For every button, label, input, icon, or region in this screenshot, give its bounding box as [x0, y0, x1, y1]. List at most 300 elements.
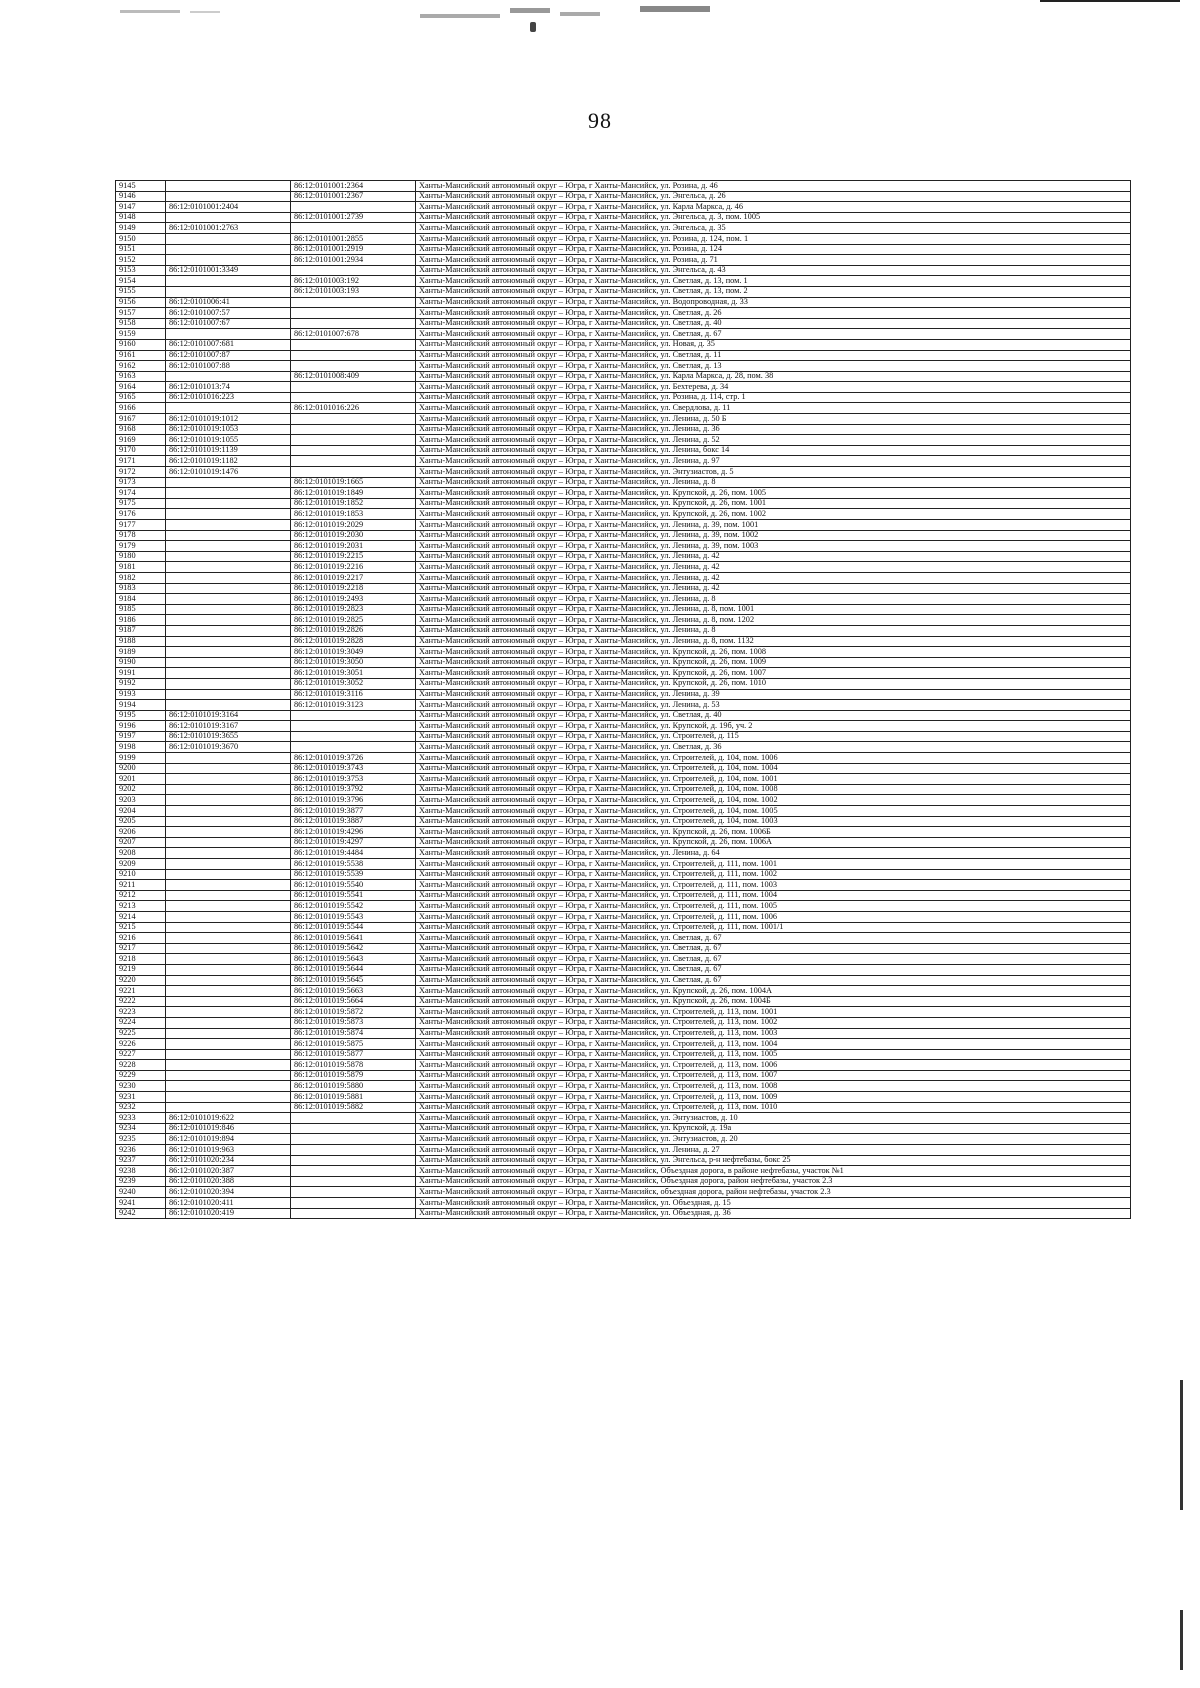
- cadastral-number-land-cell: 86:12:0101020:411: [166, 1198, 291, 1209]
- cadastral-number-land-cell: 86:12:0101007:681: [166, 339, 291, 350]
- address-cell: Ханты-Мансийский автономный округ – Югра, г Ханты-Мансийск, ул. Крупской, д. 26, пом. 1010: [416, 678, 1131, 689]
- cadastral-number-land-cell: 86:12:0101019:1053: [166, 424, 291, 435]
- cadastral-number-land-cell: [166, 255, 291, 266]
- cadastral-number-building-cell: 86:12:0101019:4484: [291, 848, 416, 859]
- row-number-cell: 9207: [116, 837, 166, 848]
- table-row: [116, 1028, 1131, 1039]
- table-row: [116, 806, 1131, 817]
- address-cell: Ханты-Мансийский автономный округ – Югра, г Ханты-Мансийск, ул. Ленина, д. 97: [416, 456, 1131, 467]
- cadastral-number-land-cell: [166, 806, 291, 817]
- cadastral-number-building-cell: [291, 424, 416, 435]
- address-cell: Ханты-Мансийский автономный округ – Югра, г Ханты-Мансийск, ул. Строителей, д. 104, пом. 1001: [416, 774, 1131, 785]
- cadastral-number-building-cell: 86:12:0101001:2919: [291, 244, 416, 255]
- table-row: [116, 329, 1131, 340]
- row-number-cell: 9237: [116, 1155, 166, 1166]
- cadastral-number-land-cell: 86:12:0101020:394: [166, 1187, 291, 1198]
- cadastral-number-building-cell: 86:12:0101019:2825: [291, 615, 416, 626]
- table-row: [116, 1176, 1131, 1187]
- cadastral-number-building-cell: 86:12:0101019:5538: [291, 859, 416, 870]
- row-number-cell: 9185: [116, 604, 166, 615]
- table-row: [116, 869, 1131, 880]
- row-number-cell: 9171: [116, 456, 166, 467]
- address-cell: Ханты-Мансийский автономный округ – Югра, г Ханты-Мансийск, ул. Строителей, д. 104, пом. 1008: [416, 784, 1131, 795]
- address-cell: Ханты-Мансийский автономный округ – Югра, г Ханты-Мансийск, ул. Розина, д. 114, стр. 1: [416, 392, 1131, 403]
- address-cell: Ханты-Мансийский автономный округ – Югра, г Ханты-Мансийск, ул. Светлая, д. 13, пом. 2: [416, 286, 1131, 297]
- table-row: [116, 837, 1131, 848]
- cadastral-number-building-cell: 86:12:0101019:1849: [291, 488, 416, 499]
- table-row: [116, 975, 1131, 986]
- row-number-cell: 9242: [116, 1208, 166, 1219]
- address-cell: Ханты-Мансийский автономный округ – Югра, г Ханты-Мансийск, объездная дорога, район нефтебазы, участок 2.3: [416, 1187, 1131, 1198]
- cadastral-number-building-cell: [291, 1208, 416, 1219]
- cadastral-number-land-cell: [166, 859, 291, 870]
- row-number-cell: 9229: [116, 1070, 166, 1081]
- cadastral-number-land-cell: 86:12:0101001:2404: [166, 202, 291, 213]
- address-cell: Ханты-Мансийский автономный округ – Югра, г Ханты-Мансийск, ул. Крупской, д. 26, пом. 1007: [416, 668, 1131, 679]
- row-number-cell: 9192: [116, 678, 166, 689]
- table-row: [116, 339, 1131, 350]
- row-number-cell: 9225: [116, 1028, 166, 1039]
- address-cell: Ханты-Мансийский автономный округ – Югра, г Ханты-Мансийск, ул. Светлая, д. 67: [416, 964, 1131, 975]
- cadastral-number-building-cell: 86:12:0101019:2218: [291, 583, 416, 594]
- table-row: [116, 964, 1131, 975]
- address-cell: Ханты-Мансийский автономный округ – Югра, г Ханты-Мансийск, ул. Карла Маркса, д. 46: [416, 202, 1131, 213]
- cadastral-number-building-cell: [291, 1123, 416, 1134]
- row-number-cell: 9170: [116, 445, 166, 456]
- row-number-cell: 9231: [116, 1092, 166, 1103]
- address-cell: Ханты-Мансийский автономный округ – Югра, г Ханты-Мансийск, ул. Крупской, д. 19б, уч. 2: [416, 721, 1131, 732]
- cadastral-number-building-cell: 86:12:0101019:3887: [291, 816, 416, 827]
- table-row: [116, 1145, 1131, 1156]
- cadastral-number-building-cell: 86:12:0101019:5645: [291, 975, 416, 986]
- address-cell: Ханты-Мансийский автономный округ – Югра, г Ханты-Мансийск, ул. Ленина, д. 8, пом. 1202: [416, 615, 1131, 626]
- table-row: [116, 255, 1131, 266]
- cadastral-number-building-cell: [291, 445, 416, 456]
- table-row: [116, 795, 1131, 806]
- cadastral-number-land-cell: [166, 816, 291, 827]
- cadastral-number-land-cell: [166, 572, 291, 583]
- cadastral-number-land-cell: [166, 551, 291, 562]
- row-number-cell: 9176: [116, 509, 166, 520]
- cadastral-number-building-cell: 86:12:0101001:2367: [291, 191, 416, 202]
- row-number-cell: 9210: [116, 869, 166, 880]
- address-cell: Ханты-Мансийский автономный округ – Югра, г Ханты-Мансийск, ул. Ленина, д. 27: [416, 1145, 1131, 1156]
- cadastral-number-building-cell: 86:12:0101019:5878: [291, 1060, 416, 1071]
- address-cell: Ханты-Мансийский автономный округ – Югра, г Ханты-Мансийск, ул. Энтузиастов, д. 20: [416, 1134, 1131, 1145]
- cadastral-number-building-cell: [291, 1166, 416, 1177]
- cadastral-number-land-cell: [166, 276, 291, 287]
- cadastral-number-building-cell: 86:12:0101019:5880: [291, 1081, 416, 1092]
- row-number-cell: 9184: [116, 594, 166, 605]
- row-number-cell: 9177: [116, 520, 166, 531]
- table-row: [116, 668, 1131, 679]
- cadastral-number-land-cell: [166, 975, 291, 986]
- address-cell: Ханты-Мансийский автономный округ – Югра, г Ханты-Мансийск, ул. Ленина, д. 64: [416, 848, 1131, 859]
- row-number-cell: 9158: [116, 318, 166, 329]
- row-number-cell: 9233: [116, 1113, 166, 1124]
- row-number-cell: 9232: [116, 1102, 166, 1113]
- cadastral-number-building-cell: [291, 467, 416, 478]
- row-number-cell: 9226: [116, 1039, 166, 1050]
- row-number-cell: 9178: [116, 530, 166, 541]
- cadastral-number-building-cell: 86:12:0101019:5541: [291, 890, 416, 901]
- table-row: [116, 297, 1131, 308]
- table-row: [116, 212, 1131, 223]
- table-row: [116, 710, 1131, 721]
- cadastral-number-building-cell: 86:12:0101019:5543: [291, 911, 416, 922]
- cadastral-number-land-cell: 86:12:0101019:846: [166, 1123, 291, 1134]
- cadastral-number-building-cell: 86:12:0101001:2934: [291, 255, 416, 266]
- cadastral-number-building-cell: 86:12:0101007:678: [291, 329, 416, 340]
- cadastral-number-building-cell: [291, 382, 416, 393]
- cadastral-number-land-cell: [166, 869, 291, 880]
- row-number-cell: 9173: [116, 477, 166, 488]
- address-cell: Ханты-Мансийский автономный округ – Югра, г Ханты-Мансийск, ул. Строителей, д. 111, пом. 1006: [416, 911, 1131, 922]
- table-row: [116, 541, 1131, 552]
- table-row: [116, 1081, 1131, 1092]
- cadastral-number-land-cell: 86:12:0101019:3655: [166, 731, 291, 742]
- cadastral-number-land-cell: [166, 1060, 291, 1071]
- row-number-cell: 9197: [116, 731, 166, 742]
- cadastral-number-land-cell: [166, 943, 291, 954]
- cadastral-number-building-cell: 86:12:0101019:5882: [291, 1102, 416, 1113]
- cadastral-number-land-cell: [166, 1092, 291, 1103]
- address-cell: Ханты-Мансийский автономный округ – Югра, г Ханты-Мансийск, ул. Светлая, д. 67: [416, 933, 1131, 944]
- cadastral-number-land-cell: 86:12:0101007:67: [166, 318, 291, 329]
- address-cell: Ханты-Мансийский автономный округ – Югра, г Ханты-Мансийск, ул. Строителей, д. 111, пом. 1003: [416, 880, 1131, 891]
- cadastral-number-building-cell: 86:12:0101019:5873: [291, 1017, 416, 1028]
- table-body: [116, 181, 1131, 1219]
- cadastral-number-land-cell: [166, 583, 291, 594]
- address-cell: Ханты-Мансийский автономный округ – Югра, г Ханты-Мансийск, ул. Строителей, д. 113, пом. 1005: [416, 1049, 1131, 1060]
- cadastral-number-land-cell: [166, 488, 291, 499]
- cadastral-number-building-cell: 86:12:0101001:2739: [291, 212, 416, 223]
- cadastral-number-land-cell: 86:12:0101019:622: [166, 1113, 291, 1124]
- row-number-cell: 9191: [116, 668, 166, 679]
- cadastral-number-land-cell: [166, 636, 291, 647]
- cadastral-number-land-cell: [166, 604, 291, 615]
- cadastral-number-land-cell: 86:12:0101019:1476: [166, 467, 291, 478]
- table-row: [116, 763, 1131, 774]
- cadastral-number-land-cell: 86:12:0101020:419: [166, 1208, 291, 1219]
- address-cell: Ханты-Мансийский автономный округ – Югра, г Ханты-Мансийск, ул. Светлая, д. 13, пом. 1: [416, 276, 1131, 287]
- cadastral-number-land-cell: [166, 678, 291, 689]
- table-row: [116, 318, 1131, 329]
- table-row: [116, 551, 1131, 562]
- cadastral-number-building-cell: 86:12:0101019:5644: [291, 964, 416, 975]
- address-cell: Ханты-Мансийский автономный округ – Югра, г Ханты-Мансийск, ул. Водопроводная, д. 33: [416, 297, 1131, 308]
- cadastral-number-building-cell: [291, 392, 416, 403]
- table-row: [116, 265, 1131, 276]
- address-cell: Ханты-Мансийский автономный округ – Югра, г Ханты-Мансийск, ул. Крупской, д. 26, пом. 1001: [416, 498, 1131, 509]
- table-row: [116, 435, 1131, 446]
- row-number-cell: 9155: [116, 286, 166, 297]
- cadastral-number-land-cell: 86:12:0101019:1139: [166, 445, 291, 456]
- address-cell: Ханты-Мансийский автономный округ – Югра, г Ханты-Мансийск, ул. Розина, д. 124: [416, 244, 1131, 255]
- cadastral-number-building-cell: 86:12:0101001:2855: [291, 233, 416, 244]
- cadastral-number-building-cell: 86:12:0101019:4297: [291, 837, 416, 848]
- cadastral-number-building-cell: 86:12:0101019:2826: [291, 625, 416, 636]
- table-row: [116, 816, 1131, 827]
- cadastral-number-building-cell: 86:12:0101019:5875: [291, 1039, 416, 1050]
- cadastral-number-land-cell: [166, 625, 291, 636]
- table-row: [116, 731, 1131, 742]
- row-number-cell: 9202: [116, 784, 166, 795]
- cadastral-number-building-cell: 86:12:0101019:5877: [291, 1049, 416, 1060]
- cadastral-number-building-cell: 86:12:0101019:2030: [291, 530, 416, 541]
- cadastral-number-land-cell: [166, 901, 291, 912]
- row-number-cell: 9186: [116, 615, 166, 626]
- cadastral-number-building-cell: 86:12:0101019:5881: [291, 1092, 416, 1103]
- row-number-cell: 9157: [116, 308, 166, 319]
- table-row: [116, 361, 1131, 372]
- table-row: [116, 286, 1131, 297]
- cadastral-number-land-cell: [166, 181, 291, 192]
- table-row: [116, 1102, 1131, 1113]
- address-cell: Ханты-Мансийский автономный округ – Югра, г Ханты-Мансийск, ул. Ленина, д. 42: [416, 583, 1131, 594]
- row-number-cell: 9240: [116, 1187, 166, 1198]
- table-row: [116, 530, 1131, 541]
- table-row: [116, 350, 1131, 361]
- cadastral-number-building-cell: [291, 456, 416, 467]
- address-cell: Ханты-Мансийский автономный округ – Югра, г Ханты-Мансийск, ул. Ленина, д. 39, пом. 1001: [416, 520, 1131, 531]
- row-number-cell: 9206: [116, 827, 166, 838]
- cadastral-number-land-cell: [166, 1017, 291, 1028]
- row-number-cell: 9193: [116, 689, 166, 700]
- address-cell: Ханты-Мансийский автономный округ – Югра, г Ханты-Мансийск, ул. Светлая, д. 26: [416, 308, 1131, 319]
- table-row: [116, 233, 1131, 244]
- cadastral-number-building-cell: [291, 731, 416, 742]
- cadastral-number-land-cell: [166, 329, 291, 340]
- cadastral-number-land-cell: 86:12:0101019:963: [166, 1145, 291, 1156]
- cadastral-number-building-cell: 86:12:0101019:2029: [291, 520, 416, 531]
- cadastral-number-building-cell: 86:12:0101019:5544: [291, 922, 416, 933]
- address-cell: Ханты-Мансийский автономный округ – Югра, г Ханты-Мансийск, ул. Строителей, д. 111, пом. 1005: [416, 901, 1131, 912]
- table-row: [116, 1017, 1131, 1028]
- cadastral-number-building-cell: 86:12:0101003:192: [291, 276, 416, 287]
- cadastral-number-building-cell: 86:12:0101019:5542: [291, 901, 416, 912]
- row-number-cell: 9221: [116, 986, 166, 997]
- row-number-cell: 9216: [116, 933, 166, 944]
- row-number-cell: 9204: [116, 806, 166, 817]
- table-row: [116, 742, 1131, 753]
- cadastral-number-building-cell: 86:12:0101019:2217: [291, 572, 416, 583]
- table-row: [116, 371, 1131, 382]
- cadastral-number-land-cell: [166, 594, 291, 605]
- table-row: [116, 276, 1131, 287]
- cadastral-number-land-cell: [166, 1007, 291, 1018]
- table-row: [116, 954, 1131, 965]
- address-cell: Ханты-Мансийский автономный округ – Югра, г Ханты-Мансийск, ул. Энгельса, д. 35: [416, 223, 1131, 234]
- table-row: [116, 901, 1131, 912]
- table-row: [116, 986, 1131, 997]
- row-number-cell: 9182: [116, 572, 166, 583]
- address-cell: Ханты-Мансийский автономный округ – Югра, г Ханты-Мансийск, ул. Строителей, д. 111, пом. 1002: [416, 869, 1131, 880]
- cadastral-number-building-cell: [291, 339, 416, 350]
- row-number-cell: 9152: [116, 255, 166, 266]
- row-number-cell: 9163: [116, 371, 166, 382]
- address-cell: Ханты-Мансийский автономный округ – Югра, г Ханты-Мансийск, ул. Энгельса, д. 43: [416, 265, 1131, 276]
- row-number-cell: 9222: [116, 996, 166, 1007]
- cadastral-number-land-cell: [166, 286, 291, 297]
- cadastral-number-land-cell: 86:12:0101006:41: [166, 297, 291, 308]
- row-number-cell: 9219: [116, 964, 166, 975]
- address-cell: Ханты-Мансийский автономный округ – Югра, г Ханты-Мансийск, Объездная дорога, в районе нефтебазы, участок №1: [416, 1166, 1131, 1177]
- cadastral-number-building-cell: 86:12:0101019:3796: [291, 795, 416, 806]
- address-cell: Ханты-Мансийский автономный округ – Югра, г Ханты-Мансийск, ул. Ленина, д. 8: [416, 477, 1131, 488]
- cadastral-number-land-cell: [166, 996, 291, 1007]
- cadastral-number-building-cell: [291, 350, 416, 361]
- table-row: [116, 498, 1131, 509]
- table-row: [116, 1198, 1131, 1209]
- row-number-cell: 9241: [116, 1198, 166, 1209]
- cadastral-number-land-cell: [166, 668, 291, 679]
- table-row: [116, 721, 1131, 732]
- address-cell: Ханты-Мансийский автономный округ – Югра, г Ханты-Мансийск, ул. Строителей, д. 104, пом. 1005: [416, 806, 1131, 817]
- table-row: [116, 689, 1131, 700]
- table-row: [116, 996, 1131, 1007]
- cadastral-number-land-cell: [166, 615, 291, 626]
- cadastral-number-land-cell: 86:12:0101019:1182: [166, 456, 291, 467]
- row-number-cell: 9183: [116, 583, 166, 594]
- address-cell: Ханты-Мансийский автономный округ – Югра, г Ханты-Мансийск, ул. Свердлова, д. 11: [416, 403, 1131, 414]
- address-cell: Ханты-Мансийский автономный округ – Югра, г Ханты-Мансийск, ул. Энгельса, р-н нефтебазы, бокс 25: [416, 1155, 1131, 1166]
- address-cell: Ханты-Мансийский автономный округ – Югра, г Ханты-Мансийск, ул. Энгельса, д. 3, пом. 1005: [416, 212, 1131, 223]
- cadastral-number-land-cell: [166, 498, 291, 509]
- cadastral-number-building-cell: [291, 1198, 416, 1209]
- table-row: [116, 1134, 1131, 1145]
- address-cell: Ханты-Мансийский автономный округ – Югра, г Ханты-Мансийск, ул. Ленина, д. 50 Б: [416, 414, 1131, 425]
- cadastral-number-land-cell: [166, 1102, 291, 1113]
- cadastral-number-building-cell: [291, 1155, 416, 1166]
- row-number-cell: 9181: [116, 562, 166, 573]
- cadastral-number-land-cell: 86:12:0101007:87: [166, 350, 291, 361]
- cadastral-number-land-cell: 86:12:0101019:3670: [166, 742, 291, 753]
- row-number-cell: 9199: [116, 753, 166, 764]
- cadastral-number-building-cell: 86:12:0101019:1852: [291, 498, 416, 509]
- row-number-cell: 9234: [116, 1123, 166, 1134]
- cadastral-number-building-cell: 86:12:0101019:5642: [291, 943, 416, 954]
- table-row: [116, 700, 1131, 711]
- cadastral-number-building-cell: 86:12:0101019:5643: [291, 954, 416, 965]
- table-row: [116, 1187, 1131, 1198]
- cadastral-number-land-cell: [166, 795, 291, 806]
- table-row: [116, 509, 1131, 520]
- cadastral-number-land-cell: [166, 1028, 291, 1039]
- cadastral-number-building-cell: 86:12:0101019:2215: [291, 551, 416, 562]
- address-cell: Ханты-Мансийский автономный округ – Югра, г Ханты-Мансийск, ул. Строителей, д. 104, пом. 1006: [416, 753, 1131, 764]
- row-number-cell: 9217: [116, 943, 166, 954]
- cadastral-number-building-cell: 86:12:0101019:1853: [291, 509, 416, 520]
- address-cell: Ханты-Мансийский автономный округ – Югра, г Ханты-Мансийск, ул. Ленина, д. 39: [416, 689, 1131, 700]
- table-row: [116, 625, 1131, 636]
- row-number-cell: 9238: [116, 1166, 166, 1177]
- address-cell: Ханты-Мансийский автономный округ – Югра, г Ханты-Мансийск, ул. Светлая, д. 67: [416, 329, 1131, 340]
- address-cell: Ханты-Мансийский автономный округ – Югра, г Ханты-Мансийск, ул. Розина, д. 124, пом. 1: [416, 233, 1131, 244]
- cadastral-number-building-cell: 86:12:0101019:3753: [291, 774, 416, 785]
- address-cell: Ханты-Мансийский автономный округ – Югра, г Ханты-Мансийск, ул. Строителей, д. 113, пом. 1001: [416, 1007, 1131, 1018]
- address-cell: Ханты-Мансийский автономный округ – Югра, г Ханты-Мансийск, ул. Крупской, д. 26, пом. 1006А: [416, 837, 1131, 848]
- row-number-cell: 9220: [116, 975, 166, 986]
- address-cell: Ханты-Мансийский автономный округ – Югра, г Ханты-Мансийск, ул. Ленина, д. 8: [416, 625, 1131, 636]
- table-row: [116, 594, 1131, 605]
- cadastral-number-land-cell: [166, 890, 291, 901]
- cadastral-number-land-cell: [166, 911, 291, 922]
- table-row: [116, 583, 1131, 594]
- address-cell: Ханты-Мансийский автономный округ – Югра, г Ханты-Мансийск, ул. Ленина, д. 42: [416, 551, 1131, 562]
- row-number-cell: 9228: [116, 1060, 166, 1071]
- row-number-cell: 9166: [116, 403, 166, 414]
- row-number-cell: 9160: [116, 339, 166, 350]
- cadastral-number-building-cell: [291, 202, 416, 213]
- address-cell: Ханты-Мансийский автономный округ – Югра, г Ханты-Мансийск, ул. Строителей, д. 104, пом. 1003: [416, 816, 1131, 827]
- cadastral-number-building-cell: 86:12:0101003:193: [291, 286, 416, 297]
- row-number-cell: 9154: [116, 276, 166, 287]
- cadastral-number-land-cell: [166, 530, 291, 541]
- table-row: [116, 1166, 1131, 1177]
- cadastral-number-land-cell: [166, 784, 291, 795]
- cadastral-number-building-cell: 86:12:0101019:2828: [291, 636, 416, 647]
- address-cell: Ханты-Мансийский автономный округ – Югра, г Ханты-Мансийск, ул. Энтузиастов, д. 10: [416, 1113, 1131, 1124]
- table-row: [116, 647, 1131, 658]
- cadastral-number-land-cell: [166, 541, 291, 552]
- address-cell: Ханты-Мансийский автономный округ – Югра, г Ханты-Мансийск, ул. Ленина, д. 8, пом. 1132: [416, 636, 1131, 647]
- cadastral-number-land-cell: [166, 371, 291, 382]
- cadastral-number-building-cell: 86:12:0101019:3743: [291, 763, 416, 774]
- table-row: [116, 1060, 1131, 1071]
- address-cell: Ханты-Мансийский автономный округ – Югра, г Ханты-Мансийск, ул. Светлая, д. 11: [416, 350, 1131, 361]
- row-number-cell: 9195: [116, 710, 166, 721]
- scan-artifacts: [0, 0, 1200, 30]
- cadastral-number-building-cell: 86:12:0101019:3051: [291, 668, 416, 679]
- row-number-cell: 9180: [116, 551, 166, 562]
- row-number-cell: 9159: [116, 329, 166, 340]
- table-row: [116, 488, 1131, 499]
- row-number-cell: 9179: [116, 541, 166, 552]
- cadastral-number-building-cell: 86:12:0101019:2493: [291, 594, 416, 605]
- row-number-cell: 9146: [116, 191, 166, 202]
- address-cell: Ханты-Мансийский автономный округ – Югра, г Ханты-Мансийск, ул. Строителей, д. 113, пом. 1008: [416, 1081, 1131, 1092]
- table-row: [116, 784, 1131, 795]
- address-cell: Ханты-Мансийский автономный округ – Югра, г Ханты-Мансийск, ул. Крупской, д. 26, пом. 1002: [416, 509, 1131, 520]
- row-number-cell: 9214: [116, 911, 166, 922]
- table-row: [116, 1155, 1131, 1166]
- cadastral-number-building-cell: [291, 223, 416, 234]
- cadastral-number-building-cell: 86:12:0101019:5539: [291, 869, 416, 880]
- cadastral-number-building-cell: [291, 1145, 416, 1156]
- row-number-cell: 9165: [116, 392, 166, 403]
- table-row: [116, 827, 1131, 838]
- table-row: [116, 477, 1131, 488]
- cadastral-number-building-cell: [291, 361, 416, 372]
- address-cell: Ханты-Мансийский автономный округ – Югра, г Ханты-Мансийск, ул. Крупской, д. 26, пом. 1009: [416, 657, 1131, 668]
- cadastral-number-land-cell: 86:12:0101019:3167: [166, 721, 291, 732]
- address-cell: Ханты-Мансийский автономный округ – Югра, г Ханты-Мансийск, ул. Энтузиастов, д. 5: [416, 467, 1131, 478]
- cadastral-number-building-cell: 86:12:0101019:5872: [291, 1007, 416, 1018]
- row-number-cell: 9174: [116, 488, 166, 499]
- cadastral-number-building-cell: 86:12:0101019:1665: [291, 477, 416, 488]
- row-number-cell: 9209: [116, 859, 166, 870]
- table-row: [116, 456, 1131, 467]
- cadastral-number-building-cell: [291, 1134, 416, 1145]
- table-row: [116, 1007, 1131, 1018]
- cadastral-number-land-cell: [166, 689, 291, 700]
- cadastral-number-land-cell: 86:12:0101019:3164: [166, 710, 291, 721]
- cadastral-number-land-cell: [166, 403, 291, 414]
- table-row: [116, 922, 1131, 933]
- address-cell: Ханты-Мансийский автономный округ – Югра, г Ханты-Мансийск, ул. Ленина, д. 39, пом. 1003: [416, 541, 1131, 552]
- cadastral-number-land-cell: 86:12:0101007:57: [166, 308, 291, 319]
